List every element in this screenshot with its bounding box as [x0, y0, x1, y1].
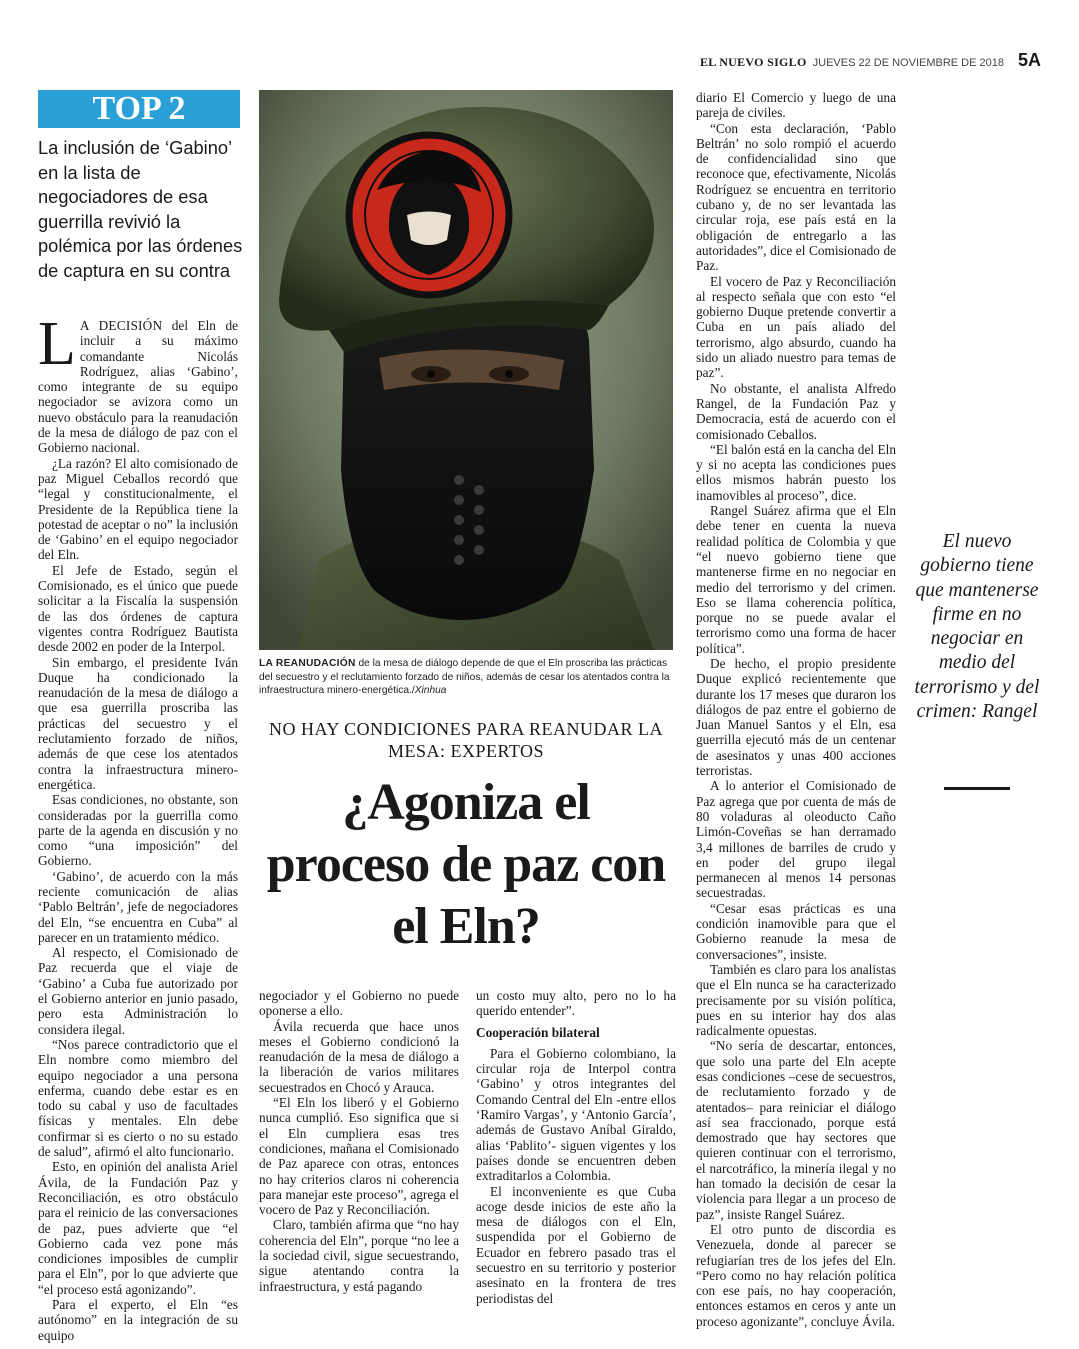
article-column-1: [38, 310, 238, 1343]
issue-date: JUEVES 22 DE NOVIEMBRE DE 2018: [812, 57, 1004, 69]
kicker: NO HAY CONDICIONES PARA REANUDAR LA MESA: EXPERTOS: [268, 719, 664, 761]
lead-caps: A DECISIÓN: [79, 318, 163, 333]
page-header: [700, 50, 1041, 72]
article-deck: La inclusión de ‘Gabino’ en la lista de negociadores de esa guerrilla revivió la polémica por las órdenes de captura en su contra: [38, 137, 243, 281]
caption-text: de la mesa de diálogo depende de que el Eln proscriba las prácticas del secuestro y el reclutamiento forzado de niños, además de cesar los atentados contra la infraestructura minero-energética./: [259, 658, 670, 696]
paragraph: El Jefe de Estado, según el Comisionado, es el único que puede solicitar a la Fiscalía la suspensión de las dos órdenes de captura vigentes contra Rodríguez Bautista desde 2002 en poder de la Interpol.: [38, 562, 238, 655]
paragraph: ¿La razón? El alto comisionado de paz Miguel Ceballos recordó que “legal y constitucionalmente, el Presidente de la República tiene la potestad de aceptar o no” la inclusión de ‘Gabino’ en el equipo negociador del Eln.: [38, 455, 238, 563]
photo-credit: Xinhua: [414, 685, 447, 696]
paragraph: “Cesar esas prácticas es una condición inamovible para que el Gobierno reanude la mesa de conversaciones”, insiste.: [696, 900, 896, 962]
caption-lead: LA REANUDACIÓN: [259, 658, 356, 669]
paragraph: Para el Gobierno colombiano, la circular roja de Interpol contra ‘Gabino’ y otros integrantes del Comando Central del Eln -entre ellos ‘Ramiro Vargas’, y ‘Antonio García’, además de Gustavo Aníbal Giraldo, alias ‘Pablito’- siguen vigentes y los países donde se encuentren deben extraditarlos a Colombia.: [476, 1045, 676, 1184]
newspaper-name: EL NUEVO SIGLO: [699, 55, 807, 69]
paragraph: El otro punto de discordia es Venezuela, donde al parecer se refugiarían tres de los jefes del Eln. “Pero como no hay relación política con ese país, no hay cooperación, entonces estamos en ceros y ante un proceso agonizante”, concluye Ávila.: [696, 1221, 896, 1329]
paragraph: Esas condiciones, no obstante, son consideradas por la guerrilla como parte de la agenda en discusión y no como “una imposición” del Gobierno.: [38, 792, 238, 869]
top-label: TOP 2: [38, 90, 240, 128]
paragraph: “Con esta declaración, ‘Pablo Beltrán’ no solo rompió el acuerdo de confidencialidad sino que reconoce que, efectivamente, Nicolás Rodríguez se encuentra en territorio cubano y, de no ser levantada las circular roja, ese país está en la obligación de entregarlo a las autoridades”, dice el Comisionado de Paz.: [696, 120, 896, 274]
lead-paragraph: [38, 310, 238, 456]
article-column-2: [259, 988, 459, 1294]
paragraph: Claro, también afirma que “no hay coherencia del Eln”, porque “no lee a la sociedad civil, sigue secuestrando, sigue atentando contra la infraestructura, y está pagando: [259, 1217, 459, 1294]
paragraph: Sin embargo, el presidente Iván Duque ha condicionado la reanudación de la mesa de diálogo a que esa guerrilla proscriba las prácticas del secuestro y el reclutamiento forzado de niños, además de que cese los atentados contra la infraestructura minero-energética.: [38, 654, 238, 792]
paragraph: A lo anterior el Comisionado de Paz agrega que por cuenta de más de 80 voladuras al oleoducto Caño Limón-Coveñas se han derramado 3,4 millones de barriles de crudo y en poder del grupo ilegal permanecen al menos 14 personas secuestradas.: [696, 778, 896, 901]
paragraph: Al respecto, el Comisionado de Paz recuerda que el viaje de ‘Gabino’ a Cuba fue autorizado por el Gobierno anterior en junio pasado, pero esta Administración lo considera ilegal.: [38, 945, 238, 1037]
paragraph: Esto, en opinión del analista Ariel Ávila, de la Fundación Paz y Reconciliación, es otro obstáculo para el reinicio de las conversaciones de paz, pues advierte que “el Gobierno cada vez pone más condiciones imposibles de cumplir para el Eln”, por lo que advierte que “el proceso está agonizando”.: [38, 1159, 238, 1297]
guerrilla-photo: [259, 90, 673, 650]
paragraph: “El balón está en la cancha del Eln y si no acepta las condiciones pues ellos mismos habrán puesto los inamovibles al proceso”, dice.: [696, 441, 896, 503]
paragraph: Para el experto, el Eln “es autónomo” en la integración de su equipo: [38, 1297, 238, 1343]
paragraph: “Nos parece contradictorio que el Eln nombre como miembro del equipo negociador a una persona enferma, cuando debe estar es en todo su cabal y uso de facultades físicas y mentales. Eln debe confirmar si es cierto o no su estado de salud”, afirmó el alto funcionario.: [38, 1036, 238, 1160]
pull-quote: El nuevo gobierno tiene que mantenerse firme en no negociar en medio del terrorismo y del crimen: Rangel: [914, 531, 1040, 723]
headline: ¿Agoniza el proceso de paz con el Eln?: [266, 774, 666, 955]
paragraph: Ávila recuerda que hace unos meses el Gobierno condicionó la reanudación de la mesa de diálogo a la liberación de varios militares secuestrados en Chocó y Arauca.: [259, 1018, 459, 1095]
paragraph: El vocero de Paz y Reconciliación al respecto señala que con esto “el gobierno Duque pretende convertir a Cuba en un país aliado del terrorismo, algo absurdo, cuando ha sido un aliado nuestro para temas de paz”.: [696, 273, 896, 381]
masked-guerrilla-image: [259, 90, 673, 650]
article-column-4: [696, 90, 896, 1329]
paragraph: ‘Gabino’, de acuerdo con la más reciente comunicación de alias ‘Pablo Beltrán’, jefe de negociadores del Eln, “se encuentra en Cuba” al parecer en un tratamiento médico.: [38, 868, 238, 945]
paragraph: También es claro para los analistas que el Eln nunca se ha caracterizado precisamente por su visión política, pues en su interior hay dos alas radicalmente opuestas.: [696, 961, 896, 1039]
paragraph: “No sería de descartar, entonces, que solo una parte del Eln acepte esas condiciones –cese de secuestros, de reclutamiento forzado y de atentados– para reiniciar el diálogo así sea fraccionado, porque está demostrado que hay sectores que quieren continuar con el terrorismo, el narcotráfico, la minería ilegal y no han tomado la decisión de cesar la violencia para llegar a un proceso de paz”, insiste Rangel Suárez.: [696, 1038, 896, 1222]
paragraph: No obstante, el analista Alfredo Rangel, de la Fundación Paz y Democracia, está de acuerdo con el comisionado Ceballos.: [696, 380, 896, 442]
lead-text: del Eln de incluir a su máximo comandante Nicolás Rodríguez, alias ‘Gabino’, como integrante de su equipo negociador se avizora como un nuevo obstáculo para la reanudación de la mesa de diálogo de paz con el Gobierno nacional.: [38, 318, 238, 456]
subheading: Cooperación bilateral: [476, 1024, 600, 1040]
paragraph: El inconveniente es que Cuba acoge desde inicios de este año la mesa de diálogos con el Eln, suspendida por el Gobierno de Ecuador en febrero pasado tras el secuestro en su territorio y posterior asesinato en la frontera de tres periodistas del: [476, 1183, 676, 1306]
photo-caption: [259, 657, 673, 698]
paragraph: negociador y el Gobierno no puede oponerse a ello.: [259, 988, 459, 1019]
pull-quote-rule: [944, 787, 1010, 790]
paragraph: Rangel Suárez afirma que el Eln debe tener en cuenta la nueva realidad política de Colombia y que “el nuevo gobierno tiene que mantenerse firme en no negociar en medio del terrorismo y del crimen. Eso se llama coherencia política, porque no se puede avalar el terrorismo como una forma de hacer política”.: [696, 503, 896, 656]
paragraph: diario El Comercio y luego de una pareja de civiles.: [696, 90, 896, 121]
paragraph: De hecho, el propio presidente Duque explicó recientemente que durante los 17 meses que duraron los diálogos de paz entre el gobierno de Juan Manuel Santos y el Eln, esa guerrilla ejecutó más de un centenar de asesinatos y unas 400 acciones terroristas.: [696, 655, 896, 779]
paragraph: “El Eln los liberó y el Gobierno nunca cumplió. Eso significa que si el Eln cumpliera esas tres condiciones, mañana el Comisionado de Paz aparece con otras, entonces no hay criterios claros ni coherencia para manejar este proceso”, agrega el vocero de Paz y Reconciliación.: [259, 1095, 459, 1218]
drop-cap: L: [38, 310, 76, 378]
paragraph: un costo muy alto, pero no lo ha querido entender”.: [476, 988, 676, 1019]
page-number: 5A: [1017, 50, 1041, 70]
article-column-3: [476, 988, 676, 1306]
